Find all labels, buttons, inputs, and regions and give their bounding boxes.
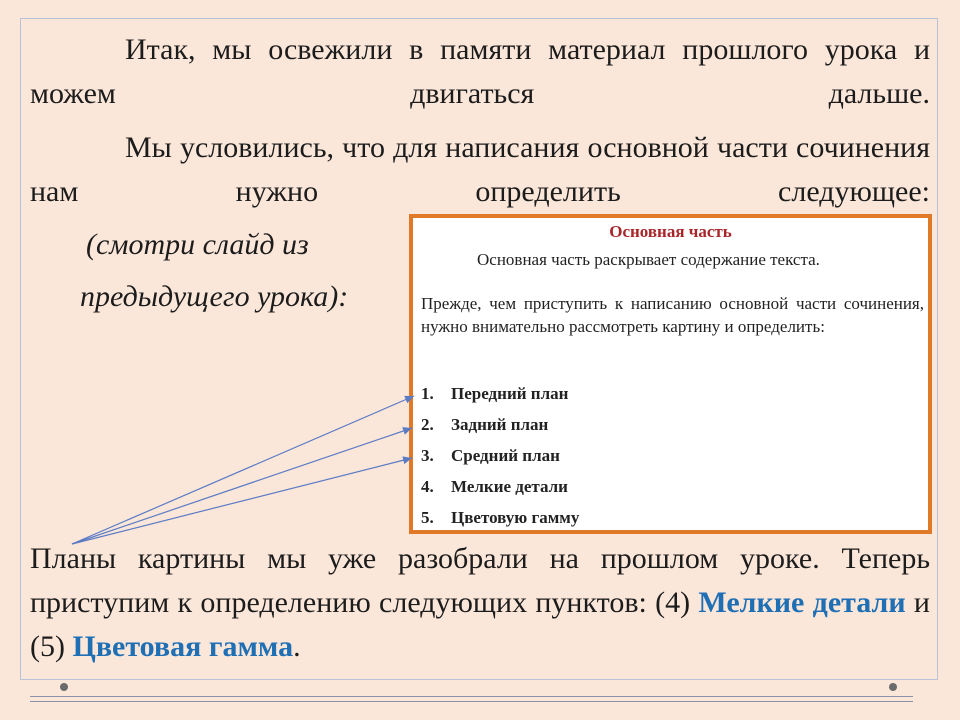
decor-dot-left: [60, 683, 68, 691]
paragraph-conditions: Мы условились, что для написания основной части сочинения нам нужно определить следующее:: [30, 131, 930, 208]
note-line-1: (смотри слайд из: [86, 228, 309, 261]
inset-subtitle: Основная часть раскрывает содержание текста.: [477, 250, 820, 269]
paragraph-intro: Итак, мы освежили в памяти материал прошлого урока и можем двигаться дальше.: [30, 33, 930, 110]
note-line-2: предыдущего урока):: [80, 280, 349, 313]
decor-line: [30, 696, 913, 697]
list-item: 4. Мелкие детали: [421, 477, 568, 496]
list-item: 1. Передний план: [421, 384, 569, 403]
inset-title: Основная часть: [609, 222, 732, 241]
list-item: 2. Задний план: [421, 415, 549, 434]
highlight-details: Мелкие детали: [698, 586, 906, 619]
list-item: 5. Цветовую гамму: [421, 508, 580, 527]
decor-line: [30, 701, 913, 702]
inset-paragraph: Прежде, чем приступить к написанию основной части сочинения, нужно внимательно рассмотреть картину и определить:: [421, 294, 924, 336]
arrow-line: [72, 428, 412, 544]
list-item: 3. Средний план: [421, 446, 560, 465]
decor-dot-right: [889, 683, 897, 691]
highlight-colors: Цветовая гамма: [72, 630, 294, 663]
paragraph-next-steps: Планы картины мы уже разобрали на прошлом уроке. Теперь приступим к определению следующих пунктов: (4) Мелкие детали и (5) Цветовая гамма.: [30, 542, 930, 663]
